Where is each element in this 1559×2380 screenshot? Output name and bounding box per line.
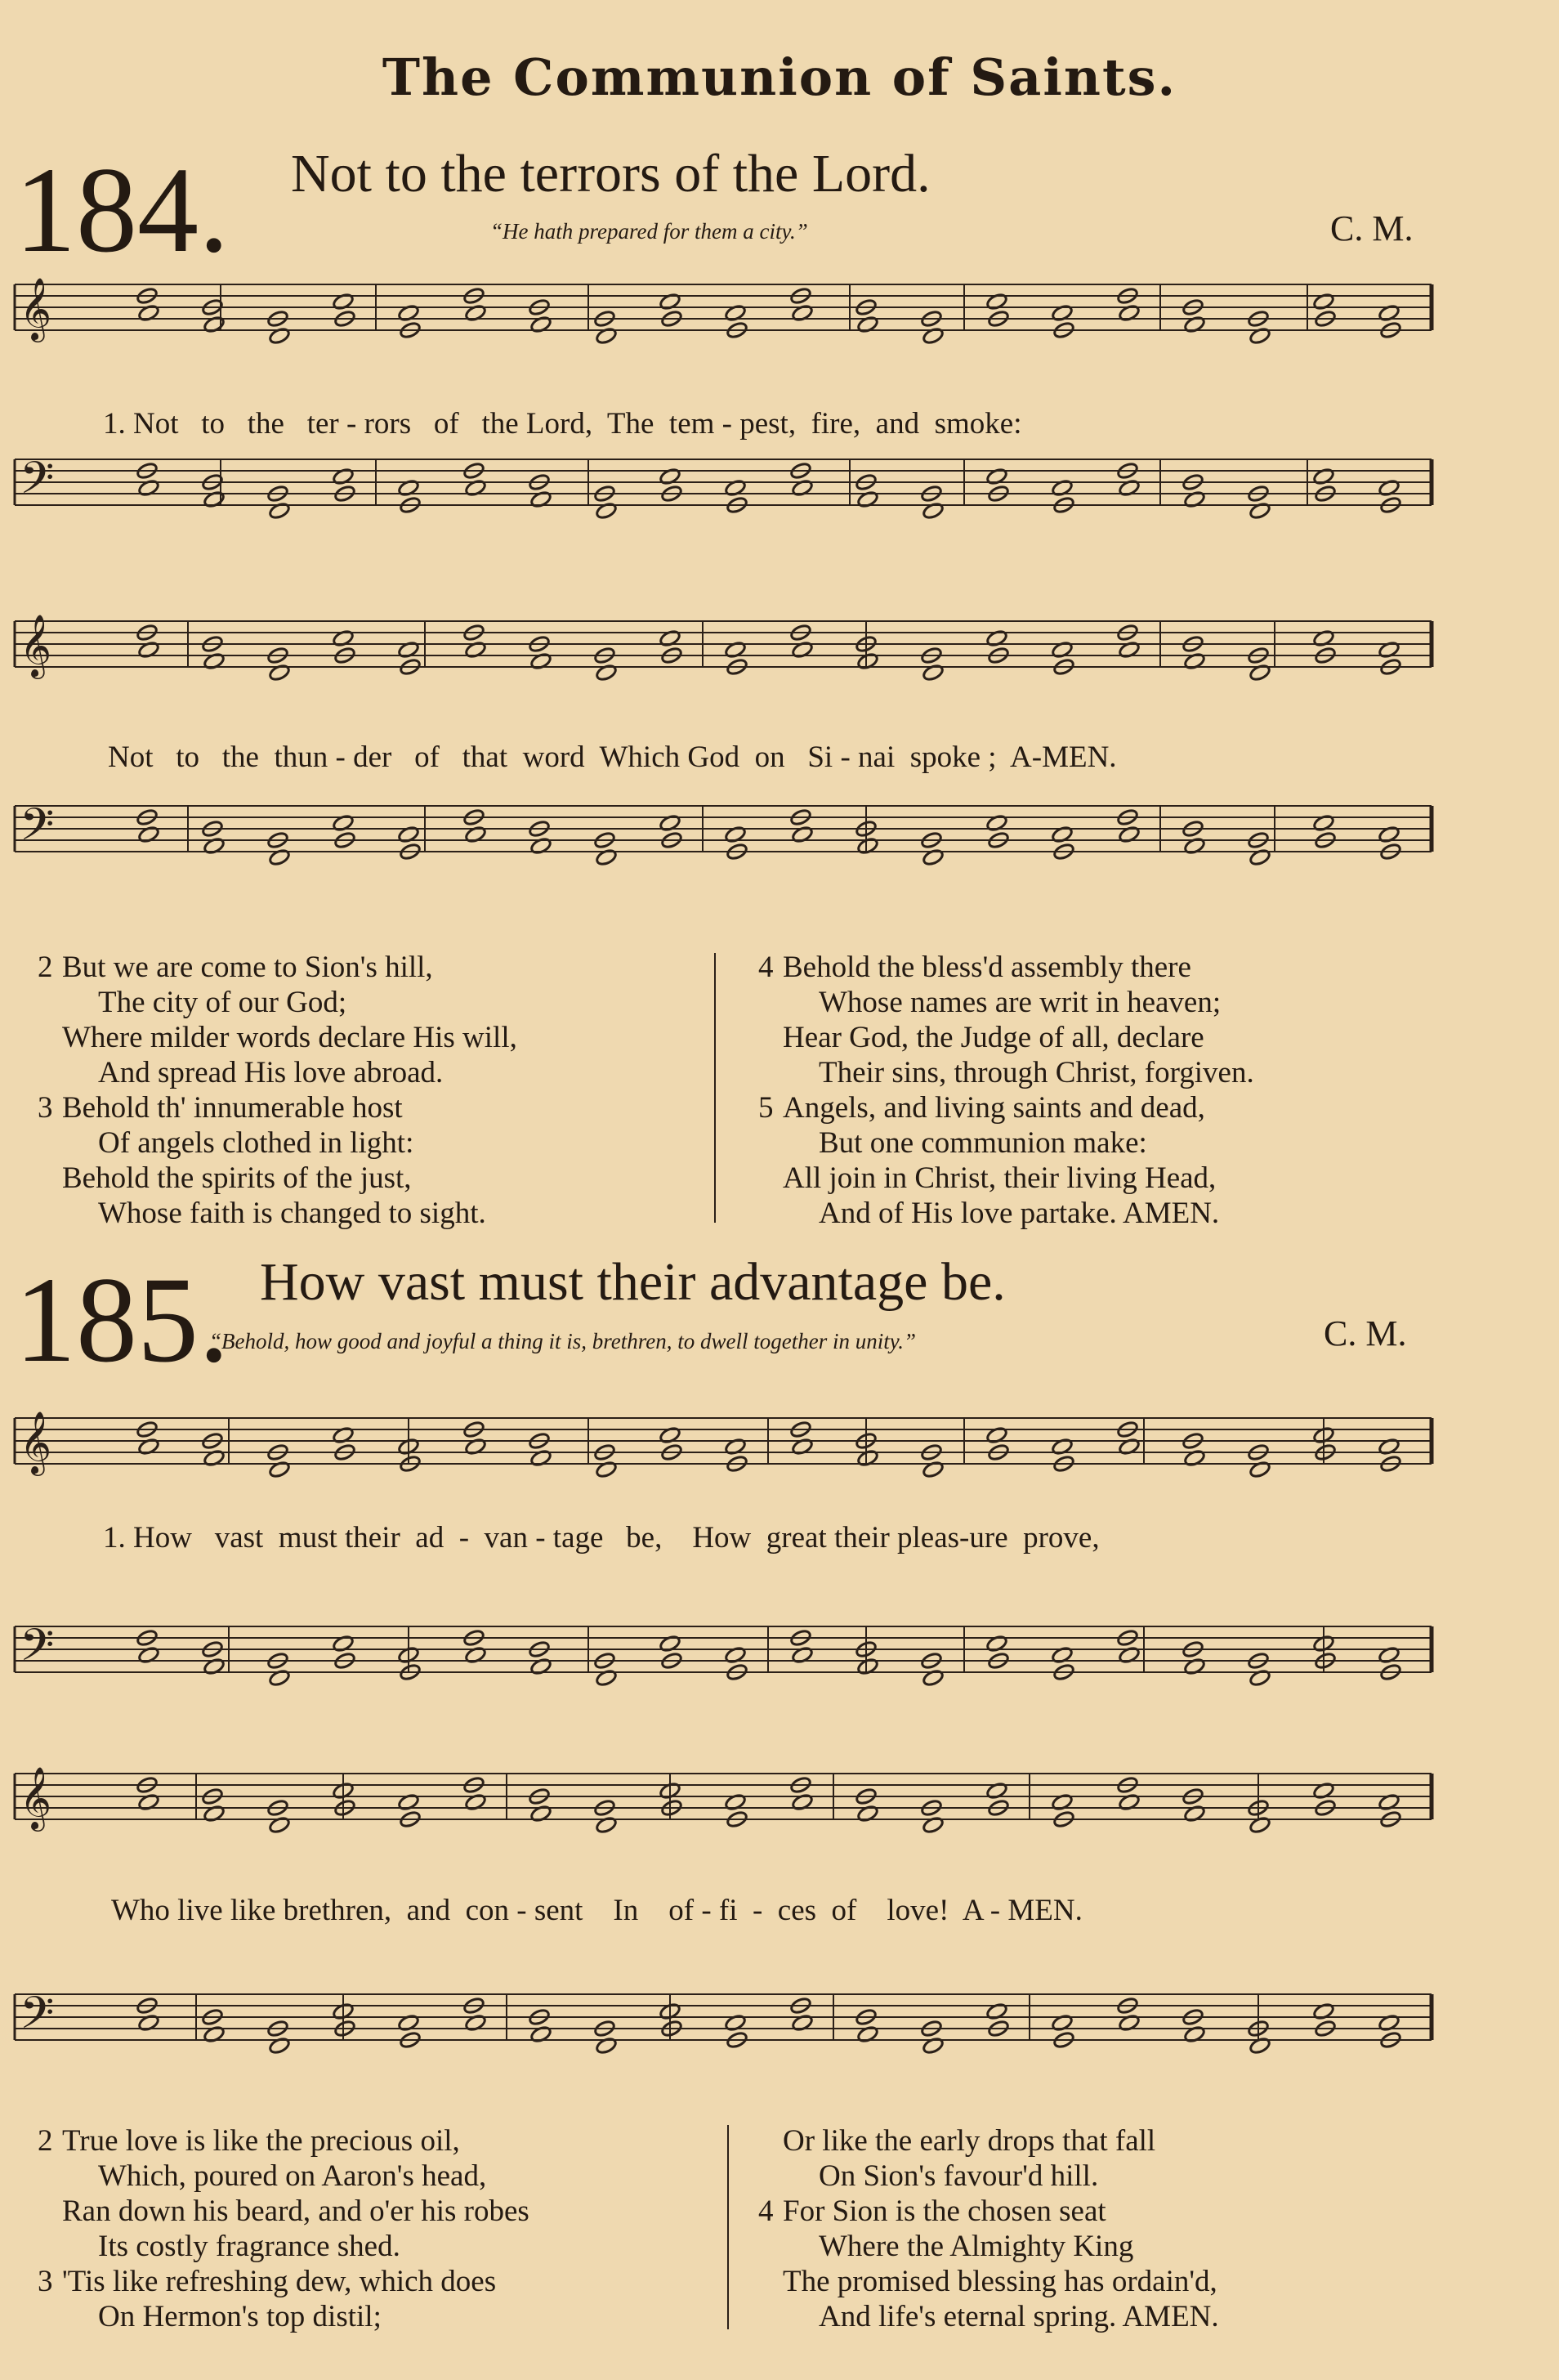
verse-text: The promised blessing has ordain'd,: [783, 2265, 1217, 2298]
verse-number: 5: [758, 1091, 774, 1125]
verse-line: [62, 2299, 529, 2334]
verse-text: Behold the spirits of the just,: [62, 1161, 412, 1195]
verses-left-184: [38, 950, 517, 1231]
verse-number: 4: [758, 2194, 774, 2228]
verse-text: And spread His love abroad.: [98, 1056, 444, 1089]
verse-number: 3: [38, 1091, 53, 1125]
verse-text: For Sion is the chosen seat: [783, 2194, 1106, 2228]
verse-line: [62, 1125, 517, 1161]
verse-line: [62, 1055, 517, 1090]
hymn-meter: C. M.: [1324, 1313, 1407, 1353]
verse-line: [783, 1125, 1254, 1161]
verse-text: Angels, and living saints and dead,: [783, 1091, 1205, 1125]
verse-line: [62, 2194, 529, 2229]
lyrics-line: Who live like brethren, and con - sent In of - fi - ces of love! A - MEN.: [111, 1894, 1083, 1927]
verse-text: Where the Almighty King: [819, 2230, 1134, 2263]
verse-line: [38, 2264, 529, 2299]
verses-left-185: [38, 2123, 529, 2334]
verse-number: 2: [38, 951, 53, 984]
verse-text: Where milder words declare His will,: [62, 1021, 517, 1054]
verse-number: 4: [758, 951, 774, 984]
column-divider: [714, 953, 716, 1223]
verse-text: All join in Christ, their living Head,: [783, 1161, 1217, 1195]
verse-text: Ran down his beard, and o'er his robes: [62, 2194, 529, 2228]
verse-text: Whose faith is changed to sight.: [98, 1197, 486, 1230]
verse-text: And of His love partake. AMEN.: [819, 1197, 1220, 1230]
clef-icon: 𝄢: [20, 452, 55, 515]
verse-text: On Sion's favour'd hill.: [819, 2159, 1099, 2193]
hymn-meter: C. M.: [1330, 208, 1414, 248]
verse-line: [783, 1196, 1254, 1231]
verse-text: Behold th' innumerable host: [62, 1091, 403, 1125]
verse-line: [783, 1020, 1254, 1055]
hymn-epigraph: “Behold, how good and joyful a thing it is, brethren, to dwell together in unity.”: [209, 1329, 916, 1353]
music-score-185: [0, 1361, 1559, 2113]
verse-line: [758, 2194, 1219, 2229]
verse-text: Or like the early drops that fall: [783, 2124, 1156, 2158]
verse-line: [783, 2159, 1219, 2194]
verse-text: Which, poured on Aaron's head,: [98, 2159, 487, 2193]
verse-text: Their sins, through Christ, forgiven.: [819, 1056, 1254, 1089]
verse-line: [783, 1055, 1254, 1090]
column-divider: [727, 2125, 729, 2329]
verse-line: [758, 1090, 1254, 1125]
verse-line: [758, 950, 1254, 985]
hymn-number: 184.: [15, 142, 230, 278]
verse-text: True love is like the precious oil,: [62, 2124, 460, 2158]
hymn-epigraph: “He hath prepared for them a city.”: [490, 219, 808, 244]
lyrics-line: 1. Not to the ter - rors of the Lord, The tem - pest, fire, and smoke:: [103, 407, 1022, 441]
verse-line: [62, 2229, 529, 2264]
verse-line: [62, 2159, 529, 2194]
clef-icon: 𝄢: [20, 799, 55, 861]
verse-line: [783, 2264, 1219, 2299]
hymn-title: Not to the terrors of the Lord.: [291, 144, 931, 204]
verse-text: The city of our God;: [98, 986, 347, 1019]
hymn-number: 185.: [15, 1252, 230, 1388]
clef-icon: 𝄢: [20, 1987, 55, 2050]
verse-line: [783, 2299, 1219, 2334]
verse-number: 3: [38, 2265, 53, 2298]
verse-line: [38, 2123, 529, 2159]
clef-icon: 𝄞: [20, 1411, 52, 1474]
clef-icon: 𝄞: [20, 1766, 52, 1829]
verse-text: And life's eternal spring. AMEN.: [819, 2300, 1219, 2333]
verse-text: Whose names are writ in heaven;: [819, 986, 1222, 1019]
verses-right-184: [758, 950, 1254, 1231]
verse-text: On Hermon's top distil;: [98, 2300, 382, 2333]
verse-text: 'Tis like refreshing dew, which does: [62, 2265, 497, 2298]
page-heading: The Communion of Saints.: [382, 47, 1177, 107]
verse-text: Behold the bless'd assembly there: [783, 951, 1191, 984]
verse-text: Hear God, the Judge of all, declare: [783, 1021, 1204, 1054]
verse-line: [783, 1161, 1254, 1196]
verse-line: [62, 1161, 517, 1196]
verse-text: Of angels clothed in light:: [98, 1126, 414, 1160]
verse-line: [783, 2229, 1219, 2264]
clef-icon: 𝄞: [20, 277, 52, 340]
clef-icon: 𝄢: [20, 1619, 55, 1682]
verse-line: [783, 985, 1254, 1020]
verse-text: But we are come to Sion's hill,: [62, 951, 433, 984]
lyrics-line: Not to the thun - der of that word Which God on Si - nai spoke ; A-MEN.: [108, 740, 1117, 774]
verse-number: 2: [38, 2124, 53, 2158]
music-score-184: [0, 253, 1559, 928]
clef-icon: 𝄞: [20, 614, 52, 677]
verse-line: [783, 2123, 1219, 2159]
verse-line: [62, 985, 517, 1020]
lyrics-line: 1. How vast must their ad - van - tage be, How great their pleas-ure prove,: [103, 1521, 1100, 1555]
verses-right-185: [758, 2123, 1219, 2334]
verse-line: [38, 1090, 517, 1125]
verse-line: [62, 1020, 517, 1055]
verse-line: [38, 950, 517, 985]
hymn-title: How vast must their advantage be.: [260, 1252, 1006, 1312]
verse-text: Its costly fragrance shed.: [98, 2230, 400, 2263]
verse-line: [62, 1196, 517, 1231]
verse-text: But one communion make:: [819, 1126, 1147, 1160]
